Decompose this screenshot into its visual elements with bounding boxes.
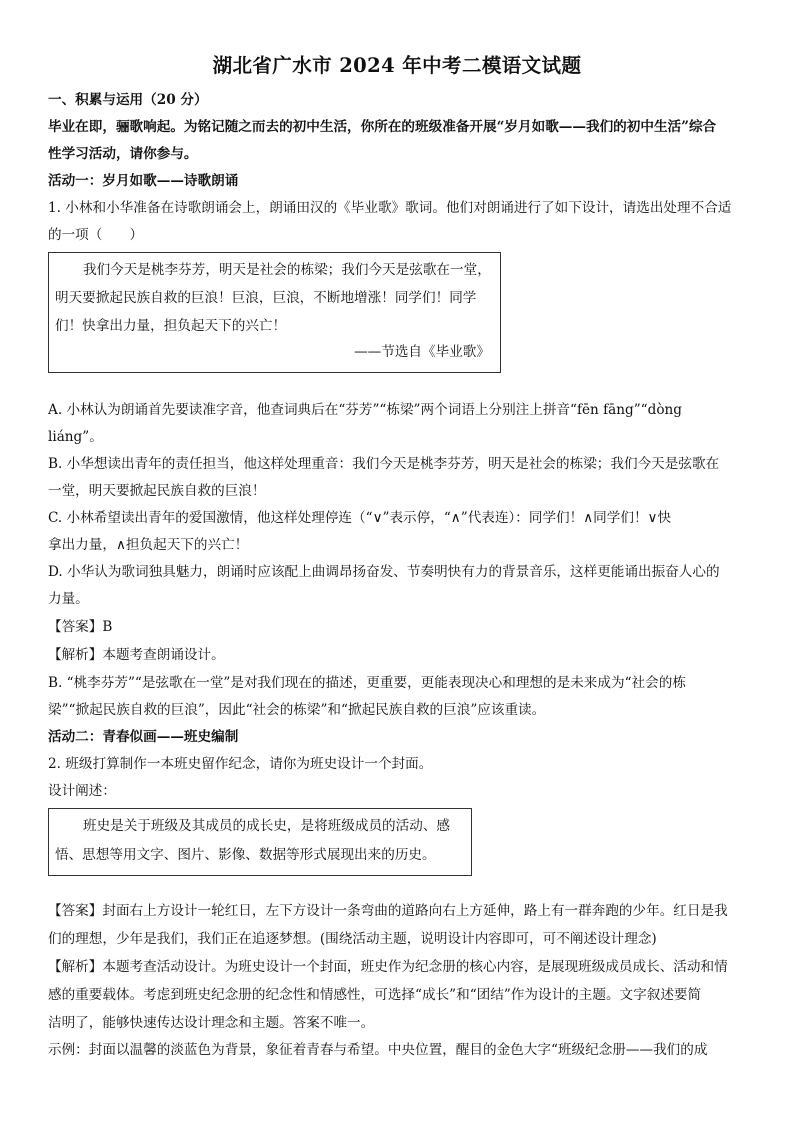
activity-two-heading: 活动二：青春似画——班史编制 (48, 729, 239, 745)
poem-source: ——节选自《毕业歌》 (354, 344, 490, 360)
design-box-line-2: 悟、思想等用文字、图片、影像、数据等形式展现出来的历史。 (55, 847, 436, 863)
option-d-line-2: 力量。 (48, 591, 89, 607)
design-description-box (48, 808, 472, 876)
analysis-two-line-1: 【解析】本题考查活动设计。为班史设计一个封面，班史作为纪念册的核心内容，是展现班级成员成长、活动和情 (48, 959, 728, 975)
option-a-line-2: liáng”。 (48, 429, 103, 445)
option-d-line-1: D. 小华认为歌词独具魅力，朗诵时应该配上曲调昂扬奋发、节奏明快有力的背景音乐，这样更能诵出振奋人心的 (48, 564, 720, 580)
option-b-line-1: B. 小华想读出青年的责任担当，他这样处理重音：我们今天是桃李芬芳，明天是社会的栋梁；我们今天是弦歌在 (48, 456, 720, 472)
analysis-one-b-line-1: B. “桃李芬芳”“是弦歌在一堂”是对我们现在的描述，更重要，更能表现决心和理想的是未来成为“社会的栋 (48, 675, 686, 691)
question-two: 2. 班级打算制作一本班史留作纪念，请你为班史设计一个封面。 (48, 756, 433, 772)
option-a-line-1: A. 小林认为朗诵首先要读准字音，他查词典后在“芬芳”“栋梁”两个词语上分别注上拼音“fēn fāng”“dòng (48, 402, 682, 418)
poem-line-3: 们！快拿出力量，担负起天下的兴亡！ (55, 318, 287, 334)
page-title: 湖北省广水市 2024 年中考二模语文试题 (212, 54, 582, 77)
option-c-line-1: C. 小林希望读出青年的爱国激情，他这样处理停连（“∨”表示停，“∧”代表连）：同学们！∧同学们！∨快 (48, 510, 672, 526)
poem-line-2: 明天要掀起民族自救的巨浪！巨浪，巨浪，不断地增涨！同学们！同学 (55, 290, 477, 306)
answer-two-line-1: 【答案】封面右上方设计一轮红日，左下方设计一条弯曲的道路向右上方延伸，路上有一群奔跑的少年。红日是我 (48, 903, 728, 919)
design-box-line-1: 班史是关于班级及其成员的成长史，是将班级成员的活动、感 (83, 818, 451, 834)
analysis-two-line-3: 洁明了，能够快速传达设计理念和主题。答案不唯一。 (48, 1015, 375, 1031)
example-line: 示例：封面以温馨的淡蓝色为背景，象征着青春与希望。中央位置，醒目的金色大字“班级纪念册——我们的成 (48, 1042, 708, 1058)
poem-excerpt-box (48, 252, 501, 373)
analysis-two-line-2: 感的重要载体。考虑到班史纪念册的纪念性和情感性，可选择“成长”和“团结”作为设计的主题。文字叙述要简 (48, 987, 702, 1003)
design-label: 设计阐述： (48, 783, 116, 799)
option-b-line-2: 一堂，明天要掀起民族自救的巨浪！ (48, 483, 266, 499)
answer-two-line-2: 们的理想，少年是我们，我们正在追逐梦想。(围绕活动主题，说明设计内容即可，可不阐述设计理念) (48, 931, 657, 947)
section-heading: 一、积累与运用（20 分） (48, 92, 208, 108)
section-intro-line-1: 毕业在即，骊歌响起。为铭记随之而去的初中生活，你所在的班级准备开展“岁月如歌——我们的初中生活”综合 (48, 119, 717, 135)
answer-one: 【答案】B (48, 619, 113, 635)
section-intro-line-2: 性学习活动，请你参与。 (48, 146, 198, 162)
question-one-line-1: 1. 小林和小华准备在诗歌朗诵会上，朗诵田汉的《毕业歌》歌词。他们对朗诵进行了如下设计，请选出处理不合适 (48, 200, 732, 216)
analysis-one: 【解析】本题考查朗诵设计。 (48, 647, 225, 663)
activity-one-heading: 活动一：岁月如歌——诗歌朗诵 (48, 173, 239, 189)
analysis-one-b-line-2: 梁”“掀起民族自救的巨浪”，因此“社会的栋梁”和“掀起民族自救的巨浪”应该重读。 (48, 702, 546, 718)
option-c-line-2: 拿出力量，∧担负起天下的兴亡！ (48, 537, 249, 553)
poem-line-1: 我们今天是桃李芬芳，明天是社会的栋梁；我们今天是弦歌在一堂， (83, 262, 491, 278)
question-one-line-2: 的一项（ ） (48, 227, 144, 243)
